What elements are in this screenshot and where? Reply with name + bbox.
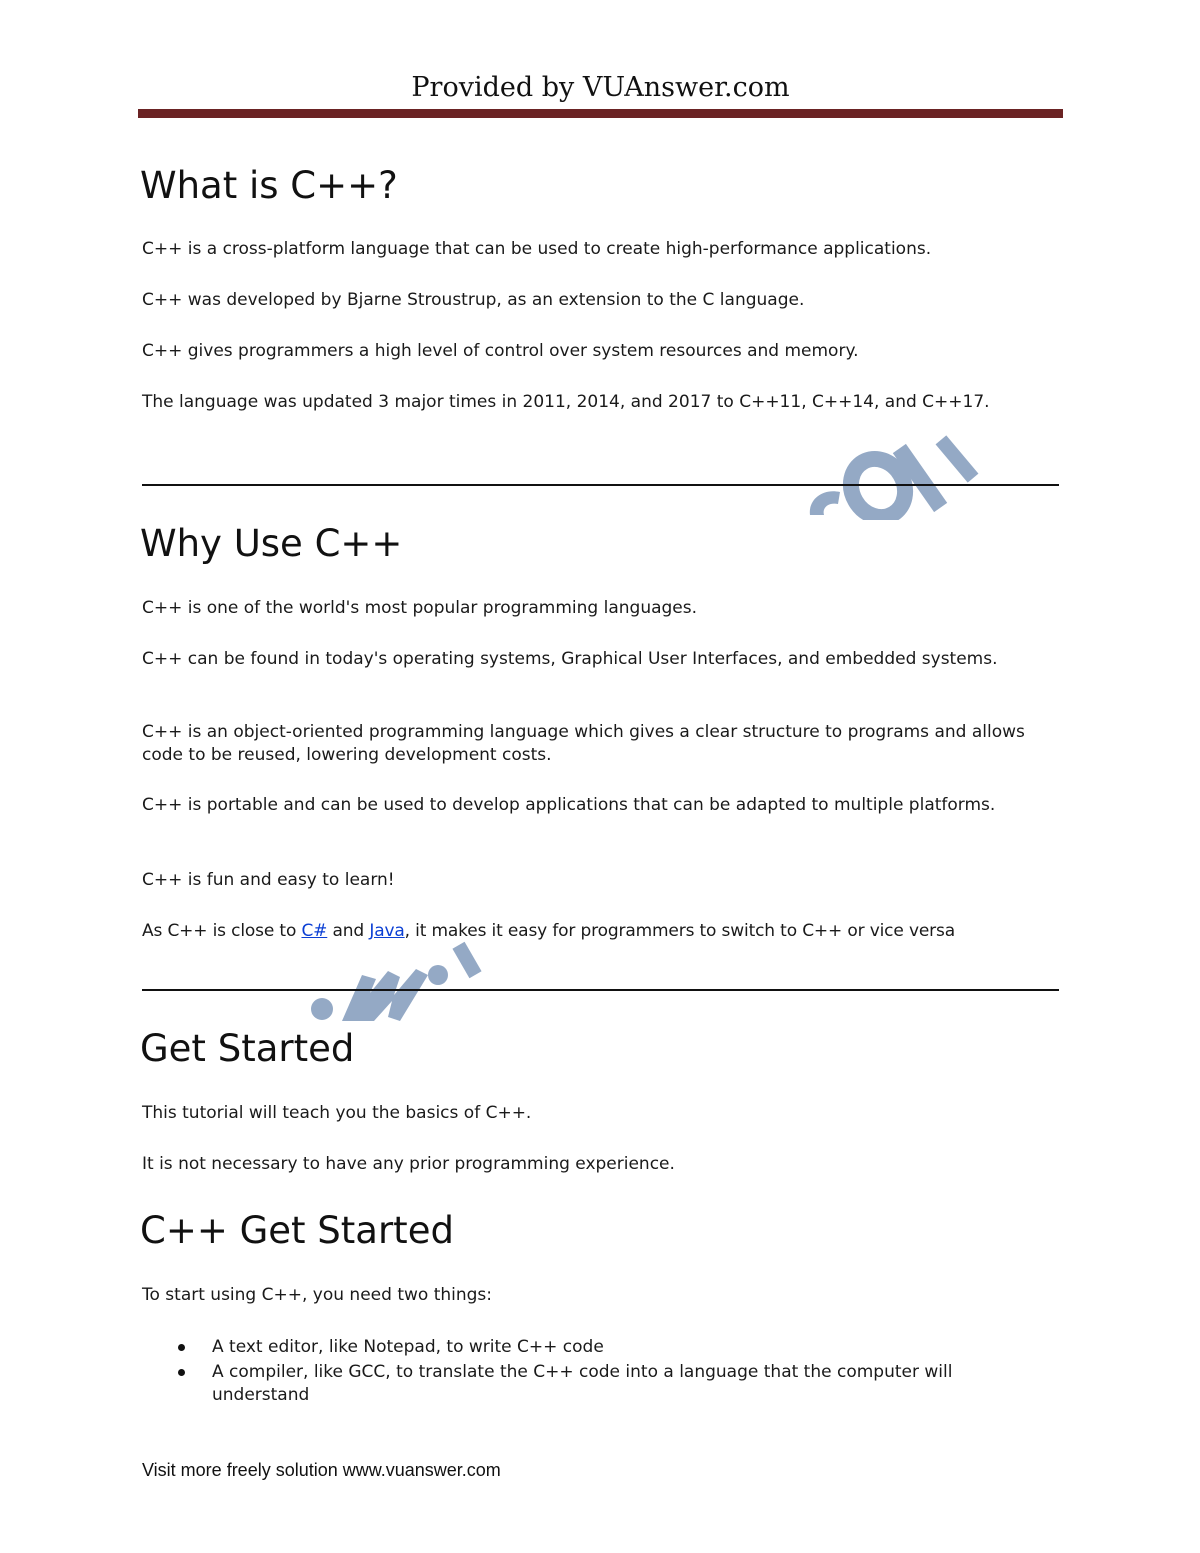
- paragraph-why-2: C++ can be found in today's operating systems, Graphical User Interfaces, and embedded systems.: [142, 649, 998, 669]
- page-footer-text: Visit more freely solution www.vuanswer.com: [142, 1460, 501, 1480]
- paragraph-get-started-2: It is not necessary to have any prior programming experience.: [142, 1154, 675, 1174]
- paragraph-why-5: C++ is fun and easy to learn!: [142, 870, 395, 890]
- link-java[interactable]: Java: [369, 921, 405, 941]
- paragraph-why-4: C++ is portable and can be used to develop applications that can be adapted to multiple platforms.: [142, 795, 996, 815]
- watermark-fragment-bottom: [300, 935, 500, 1025]
- list-item-text: A compiler, like GCC, to translate the C++ code into a language that the computer will understand: [212, 1362, 953, 1405]
- paragraph-what-1: C++ is a cross-platform language that can be used to create high-performance applications.: [142, 239, 932, 259]
- bullet-icon: [178, 1344, 185, 1351]
- heading-get-started: Get Started: [140, 1027, 355, 1070]
- paragraph-why-3: C++ is an object-oriented programming language which gives a clear structure to programs and allows code to be reused, lowering development costs.: [142, 722, 1025, 765]
- paragraph-what-4: The language was updated 3 major times in 2011, 2014, and 2017 to C++11, C++14, and C++17.: [142, 392, 990, 412]
- section-divider-1: [142, 484, 1059, 486]
- section-divider-2: [142, 989, 1059, 991]
- paragraph-cpp-get-started-intro: To start using C++, you need two things:: [142, 1285, 493, 1305]
- paragraph-why-6: [142, 920, 1062, 943]
- paragraph-why-6-prefix: As C++ is close to: [142, 921, 302, 941]
- heading-why-use-cpp: Why Use C++: [140, 522, 403, 565]
- watermark-fragment-top: [800, 430, 1000, 520]
- requirements-list: [142, 1336, 1042, 1409]
- list-item-text: A text editor, like Notepad, to write C++ code: [212, 1337, 604, 1357]
- header-rule: [138, 109, 1063, 118]
- heading-cpp-get-started: C++ Get Started: [140, 1209, 454, 1252]
- paragraph-what-2: C++ was developed by Bjarne Stroustrup, as an extension to the C language.: [142, 290, 805, 310]
- heading-what-is-cpp: What is C++?: [140, 164, 398, 207]
- page-header-title: Provided by VUAnswer.com: [411, 72, 790, 103]
- link-csharp[interactable]: C#: [301, 921, 328, 941]
- paragraph-why-6-suffix: , it makes it easy for programmers to switch to C++ or vice versa: [404, 921, 955, 941]
- list-item: [142, 1361, 1042, 1407]
- list-item: [142, 1336, 1042, 1359]
- bullet-icon: [178, 1369, 185, 1376]
- paragraph-what-3: C++ gives programmers a high level of control over system resources and memory.: [142, 341, 859, 361]
- paragraph-why-1: C++ is one of the world's most popular programming languages.: [142, 598, 698, 618]
- paragraph-why-6-middle: and: [327, 921, 370, 941]
- paragraph-get-started-1: This tutorial will teach you the basics of C++.: [142, 1103, 532, 1123]
